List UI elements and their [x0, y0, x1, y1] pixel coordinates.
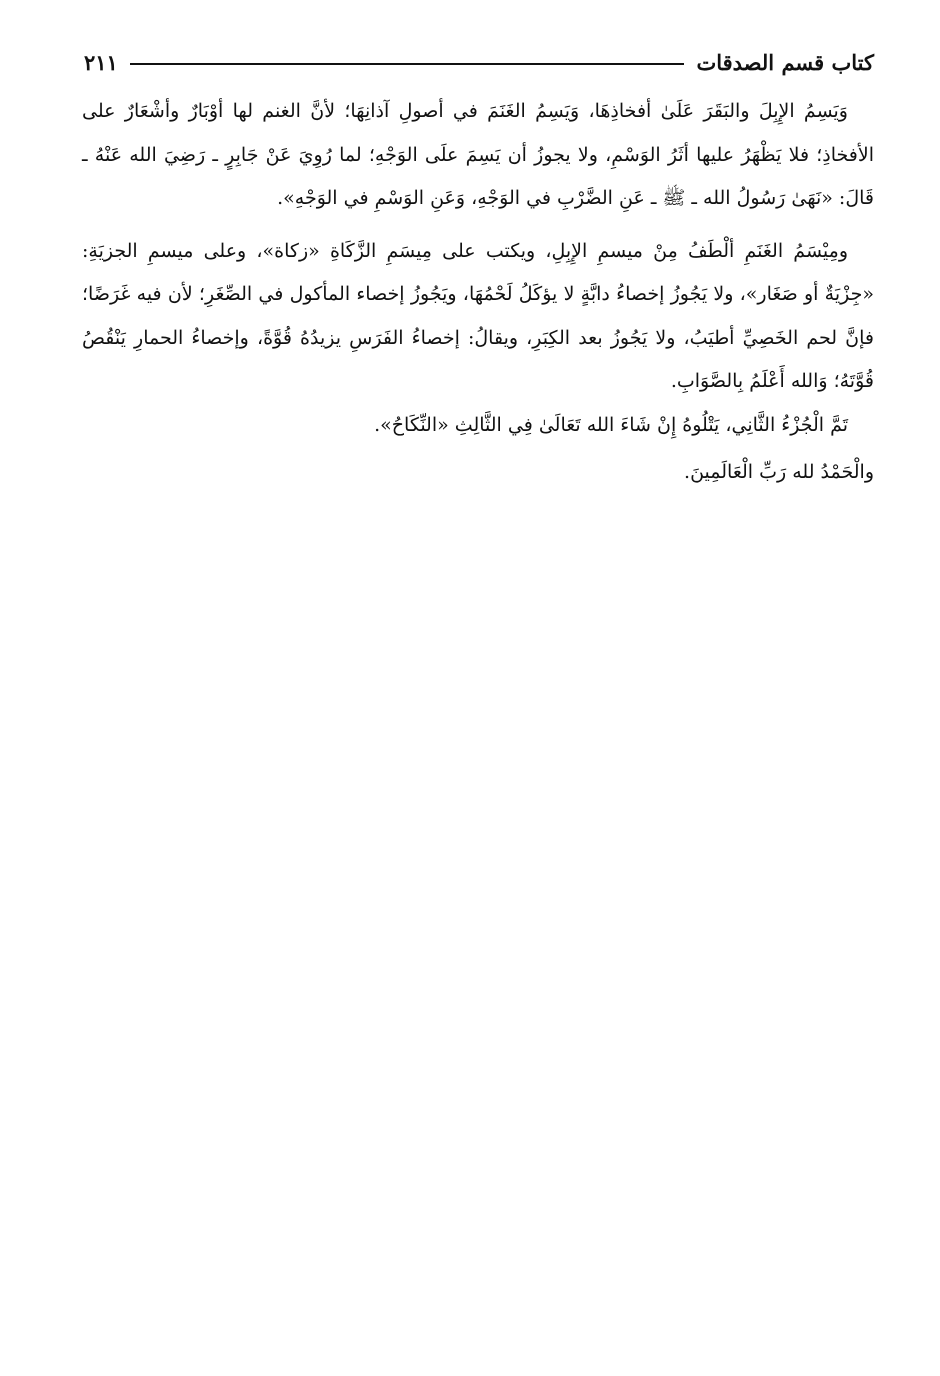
- paragraph-volume-end: تَمَّ الْجُزْءُ الثَّانِي، يَتْلُوهُ إِنْ شَاءَ الله تَعَالَىٰ فِي الثَّالِثِ «النِّكَاحُ».: [374, 413, 848, 436]
- paragraph-brand-and-castration: ومِيْسَمُ الغَنَمِ ألْطَفُ مِنْ ميسمِ الإِبِلِ، ويكتب على مِيسَمِ الزَّكَاةِ «زكاة»، وعلى ميسمِ الجزيَةِ: «جِزْيَةٌ أو صَغَار»، ولا يَجُوزُ إخصاءُ دابَّةٍ لا يؤكَلُ لَحْمُهَا، ويَجُوزُ إخصاء المأكول في الصِّغَرِ؛ لأن فيه غَرَضًا؛ فإنَّ لحم الخَصِيِّ أطيَبُ، ولا يَجُوزُ بعد الكِبَرِ، ويقالُ: إخصاءُ الفَرَسِ يزيدُهُ قُوَّةً، وإخصاءُ الحمارِ يَنْقُصُ قُوَّتَهُ؛ وَالله أَعْلَمُ بِالصَّوَابِ.: [82, 239, 874, 392]
- paragraph-branding: وَيَسِمُ الإِبِلَ والبَقَرَ عَلَىٰ أفخاذِهَا، وَيَسِمُ الغَنَمَ في أصولِ آذانِهَا؛ لأنَّ الغنم لها أوْبَارٌ وأشْعَارٌ على الأفخاذِ؛ فلا يَظْهَرُ عليها أثَرُ الوَسْمِ، ولا يجوزُ أن يَسِمَ علَى الوَجْهِ؛ لما رُوِيَ عَنْ جَابِرٍ ـ رَضِيَ الله عَنْهُ ـ قَالَ: «نَهَىٰ رَسُولُ الله ـ ﷺ ـ عَنِ الضَّرْبِ في الوَجْهِ، وَعَنِ الوَسْمِ في الوَجْهِ».: [82, 100, 874, 209]
- page-number: ٢١١: [84, 49, 118, 75]
- chapter-title: كتاب قسم الصدقات: [696, 49, 874, 75]
- body-text: [82, 90, 874, 495]
- running-header: [84, 44, 874, 80]
- header-rule: [130, 63, 685, 65]
- paragraph-closing-praise: والْحَمْدُ لله رَبِّ الْعَالَمِينَ.: [684, 461, 874, 483]
